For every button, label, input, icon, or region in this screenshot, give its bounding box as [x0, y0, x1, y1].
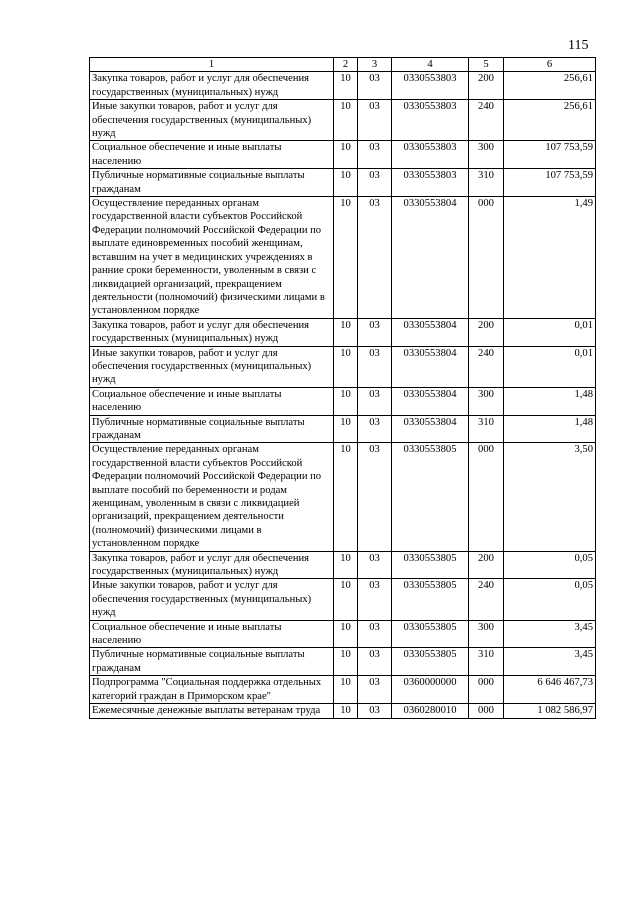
row-subsection: 03	[358, 443, 392, 551]
row-section: 10	[334, 72, 358, 100]
row-name: Социальное обеспечение и иные выплаты населению	[90, 141, 334, 169]
table-row	[90, 579, 596, 620]
row-name: Социальное обеспечение и иные выплаты населению	[90, 387, 334, 415]
row-amount: 1,48	[504, 387, 596, 415]
row-target-article: 0330553803	[392, 141, 469, 169]
row-expense-type: 200	[469, 318, 504, 346]
row-name: Публичные нормативные социальные выплаты гражданам	[90, 648, 334, 676]
row-subsection: 03	[358, 704, 392, 718]
row-section: 10	[334, 579, 358, 620]
row-amount: 0,01	[504, 346, 596, 387]
row-target-article: 0330553805	[392, 551, 469, 579]
page-number: 115	[568, 38, 589, 53]
table-row	[90, 415, 596, 443]
row-name: Иные закупки товаров, работ и услуг для обеспечения государственных (муниципальных) нужд	[90, 579, 334, 620]
row-subsection: 03	[358, 676, 392, 704]
column-header: 3	[358, 58, 392, 72]
row-expense-type: 310	[469, 648, 504, 676]
row-amount: 256,61	[504, 72, 596, 100]
row-expense-type: 240	[469, 346, 504, 387]
table-header-row	[90, 58, 596, 72]
column-header: 5	[469, 58, 504, 72]
row-name: Ежемесячные денежные выплаты ветеранам труда	[90, 704, 334, 718]
row-section: 10	[334, 415, 358, 443]
row-section: 10	[334, 443, 358, 551]
row-subsection: 03	[358, 197, 392, 319]
row-target-article: 0330553805	[392, 648, 469, 676]
row-amount: 256,61	[504, 100, 596, 141]
table-row	[90, 197, 596, 319]
table-row	[90, 620, 596, 648]
row-target-article: 0360000000	[392, 676, 469, 704]
row-amount: 107 753,59	[504, 169, 596, 197]
row-section: 10	[334, 169, 358, 197]
row-amount: 3,50	[504, 443, 596, 551]
column-header: 4	[392, 58, 469, 72]
row-target-article: 0330553804	[392, 346, 469, 387]
row-amount: 3,45	[504, 620, 596, 648]
row-name: Осуществление переданных органам государственной власти субъектов Российской Федерации полномочий Российской Федерации по выплате единовременных пособий женщинам, вставшим на учет в медицинских учреждениях в ранние сроки беременности, уволенным в связи с ликвидацией организаций, прекращением деятельности (полномочий) физическими лицами в установленном порядке	[90, 197, 334, 319]
row-amount: 1,48	[504, 415, 596, 443]
row-target-article: 0330553804	[392, 415, 469, 443]
row-name: Осуществление переданных органам государственной власти субъектов Российской Федерации полномочий Российской Федерации по выплате пособий по беременности и родам женщинам, уволенным в связи с ликвидацией организаций, прекращением деятельности (полномочий) физическими лицами в установленном порядке	[90, 443, 334, 551]
row-section: 10	[334, 620, 358, 648]
table-row	[90, 318, 596, 346]
row-subsection: 03	[358, 387, 392, 415]
row-name: Закупка товаров, работ и услуг для обеспечения государственных (муниципальных) нужд	[90, 72, 334, 100]
row-expense-type: 000	[469, 704, 504, 718]
row-amount: 6 646 467,73	[504, 676, 596, 704]
row-section: 10	[334, 346, 358, 387]
row-target-article: 0330553803	[392, 100, 469, 141]
row-name: Публичные нормативные социальные выплаты гражданам	[90, 415, 334, 443]
row-subsection: 03	[358, 415, 392, 443]
table-row	[90, 387, 596, 415]
row-expense-type: 000	[469, 443, 504, 551]
table-row	[90, 648, 596, 676]
row-amount: 0,05	[504, 579, 596, 620]
row-target-article: 0330553805	[392, 620, 469, 648]
row-target-article: 0360280010	[392, 704, 469, 718]
row-subsection: 03	[358, 141, 392, 169]
row-target-article: 0330553803	[392, 72, 469, 100]
row-section: 10	[334, 387, 358, 415]
row-amount: 1,49	[504, 197, 596, 319]
row-amount: 0,01	[504, 318, 596, 346]
row-expense-type: 200	[469, 72, 504, 100]
row-expense-type: 310	[469, 169, 504, 197]
table-row	[90, 676, 596, 704]
row-expense-type: 310	[469, 415, 504, 443]
row-subsection: 03	[358, 620, 392, 648]
row-section: 10	[334, 197, 358, 319]
row-amount: 0,05	[504, 551, 596, 579]
row-expense-type: 200	[469, 551, 504, 579]
column-header: 2	[334, 58, 358, 72]
row-name: Публичные нормативные социальные выплаты гражданам	[90, 169, 334, 197]
budget-table	[89, 57, 596, 719]
row-expense-type: 000	[469, 197, 504, 319]
row-section: 10	[334, 551, 358, 579]
row-subsection: 03	[358, 346, 392, 387]
row-section: 10	[334, 704, 358, 718]
column-header: 1	[90, 58, 334, 72]
row-subsection: 03	[358, 72, 392, 100]
row-expense-type: 240	[469, 100, 504, 141]
row-name: Иные закупки товаров, работ и услуг для обеспечения государственных (муниципальных) нужд	[90, 100, 334, 141]
row-name: Закупка товаров, работ и услуг для обеспечения государственных (муниципальных) нужд	[90, 551, 334, 579]
table-row	[90, 443, 596, 551]
table-row	[90, 704, 596, 718]
row-name: Иные закупки товаров, работ и услуг для обеспечения государственных (муниципальных) нужд	[90, 346, 334, 387]
table-row	[90, 72, 596, 100]
row-subsection: 03	[358, 169, 392, 197]
row-target-article: 0330553804	[392, 318, 469, 346]
row-amount: 3,45	[504, 648, 596, 676]
table-row	[90, 551, 596, 579]
table-row	[90, 141, 596, 169]
row-amount: 107 753,59	[504, 141, 596, 169]
row-section: 10	[334, 100, 358, 141]
row-section: 10	[334, 648, 358, 676]
row-subsection: 03	[358, 551, 392, 579]
table-row	[90, 100, 596, 141]
table-row	[90, 346, 596, 387]
row-target-article: 0330553803	[392, 169, 469, 197]
row-subsection: 03	[358, 100, 392, 141]
row-subsection: 03	[358, 579, 392, 620]
row-amount: 1 082 586,97	[504, 704, 596, 718]
row-target-article: 0330553804	[392, 197, 469, 319]
column-header: 6	[504, 58, 596, 72]
row-section: 10	[334, 676, 358, 704]
row-expense-type: 240	[469, 579, 504, 620]
row-expense-type: 000	[469, 676, 504, 704]
row-name: Социальное обеспечение и иные выплаты населению	[90, 620, 334, 648]
row-target-article: 0330553804	[392, 387, 469, 415]
row-subsection: 03	[358, 318, 392, 346]
table-row	[90, 169, 596, 197]
row-section: 10	[334, 318, 358, 346]
row-subsection: 03	[358, 648, 392, 676]
row-expense-type: 300	[469, 387, 504, 415]
row-name: Закупка товаров, работ и услуг для обеспечения государственных (муниципальных) нужд	[90, 318, 334, 346]
row-expense-type: 300	[469, 620, 504, 648]
row-name: Подпрограмма "Социальная поддержка отдельных категорий граждан в Приморском крае"	[90, 676, 334, 704]
row-expense-type: 300	[469, 141, 504, 169]
row-target-article: 0330553805	[392, 443, 469, 551]
row-section: 10	[334, 141, 358, 169]
row-target-article: 0330553805	[392, 579, 469, 620]
